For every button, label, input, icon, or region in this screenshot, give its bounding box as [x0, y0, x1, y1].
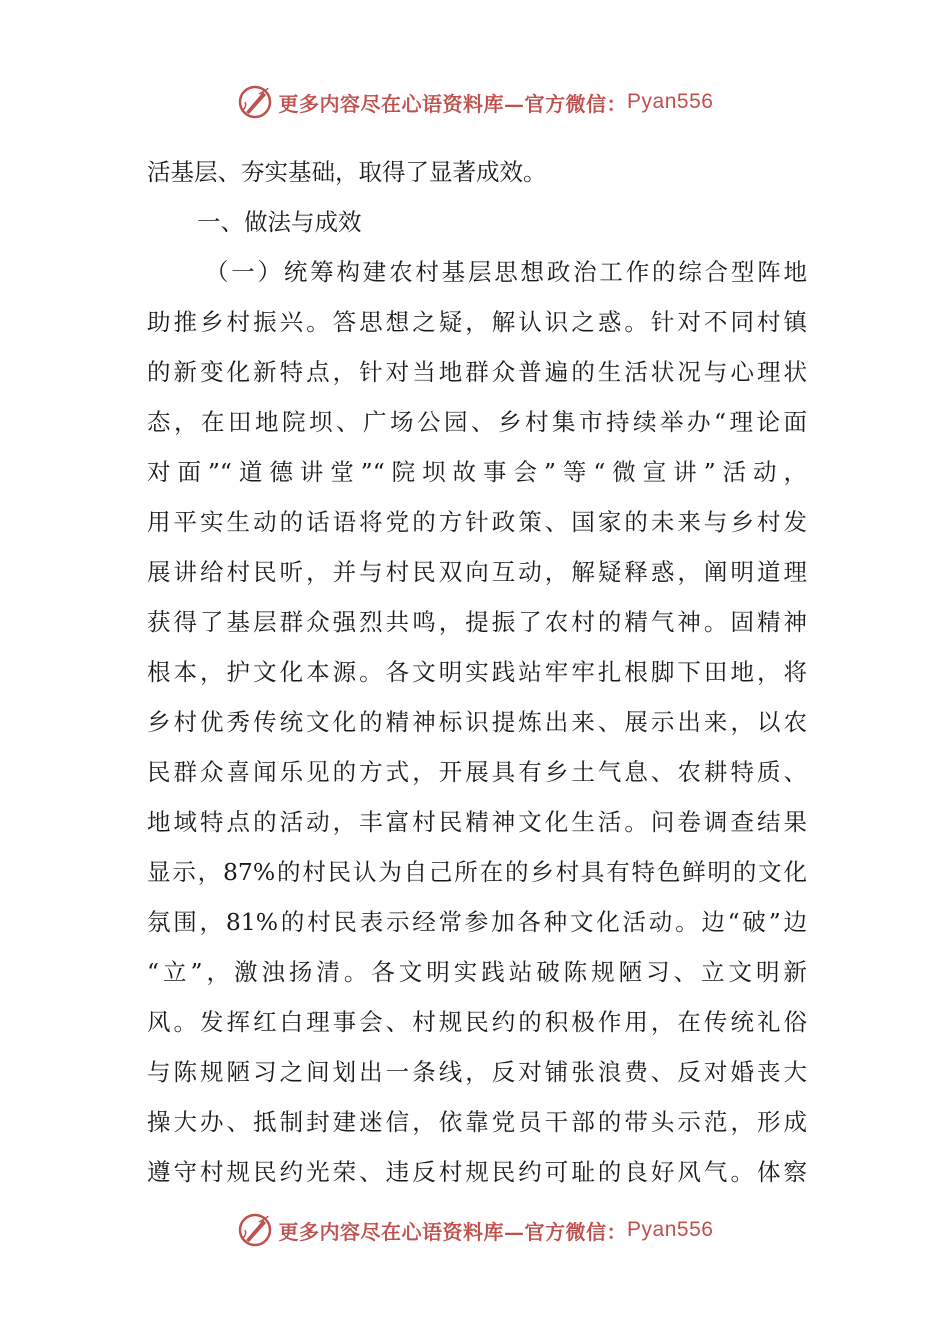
footer-watermark-text: 更多内容尽在心语资料库—官方微信： — [278, 1219, 628, 1244]
paragraph-line: “立”，激浊扬清。各文明实践站破陈规陋习、立文明新 — [147, 958, 807, 986]
paragraph-line: 风。发挥红白理事会、村规民约的积极作用，在传统礼俗 — [147, 1008, 807, 1036]
footer-watermark-banner — [0, 1210, 950, 1250]
header-watermark-text: 更多内容尽在心语资料库—官方微信： — [278, 91, 628, 116]
paragraph-line: 根本，护文化本源。各文明实践站牢牢扎根脚下田地，将 — [147, 658, 807, 686]
paragraph-line: 与陈规陋习之间划出一条线，反对铺张浪费、反对婚丧大 — [147, 1058, 807, 1086]
subsection-heading-line: （一）统筹构建农村基层思想政治工作的综合型阵地 — [205, 258, 807, 286]
paragraph-line: 的新变化新特点，针对当地群众普遍的生活状况与心理状 — [147, 358, 807, 386]
header-watermark-banner — [0, 82, 950, 122]
paragraph-line: 遵守村规民约光荣、违反村规民约可耻的良好风气。体察 — [147, 1158, 807, 1186]
paragraph-line: 对面”“道德讲堂”“院坝故事会”等“微宣讲”活动， — [147, 458, 807, 486]
footer-wechat-id: Pyan556 — [627, 1218, 714, 1241]
paragraph-line: 乡村优秀传统文化的精神标识提炼出来、展示出来，以农 — [147, 708, 807, 736]
paragraph-line: 助推乡村振兴。答思想之疑，解认识之惑。针对不同村镇 — [147, 308, 807, 336]
paragraph-line: 态，在田地院坝、广场公园、乡村集市持续举办“理论面 — [147, 408, 807, 436]
paragraph-line: 民群众喜闻乐见的方式，开展具有乡土气息、农耕特质、 — [147, 758, 807, 786]
quill-logo-icon — [237, 84, 273, 120]
paragraph-line: 用平实生动的话语将党的方针政策、国家的未来与乡村发 — [147, 508, 807, 536]
paragraph-line: 显示，87%的村民认为自己所在的乡村具有特色鲜明的文化 — [147, 858, 807, 886]
paragraph-line: 获得了基层群众强烈共鸣，提振了农村的精气神。固精神 — [147, 608, 807, 636]
document-body — [147, 147, 807, 1197]
paragraph-line: 活基层、夯实基础，取得了显著成效。 — [147, 158, 547, 186]
header-wechat-id: Pyan556 — [627, 90, 714, 113]
section-heading: 一、做法与成效 — [197, 208, 362, 236]
paragraph-line: 操大办、抵制封建迷信，依靠党员干部的带头示范，形成 — [147, 1108, 807, 1136]
quill-logo-icon — [237, 1212, 273, 1248]
paragraph-line: 氛围，81%的村民表示经常参加各种文化活动。边“破”边 — [147, 908, 807, 936]
paragraph-line: 地域特点的活动，丰富村民精神文化生活。问卷调查结果 — [147, 808, 807, 836]
paragraph-line: 展讲给村民听，并与村民双向互动，解疑释惑，阐明道理 — [147, 558, 807, 586]
